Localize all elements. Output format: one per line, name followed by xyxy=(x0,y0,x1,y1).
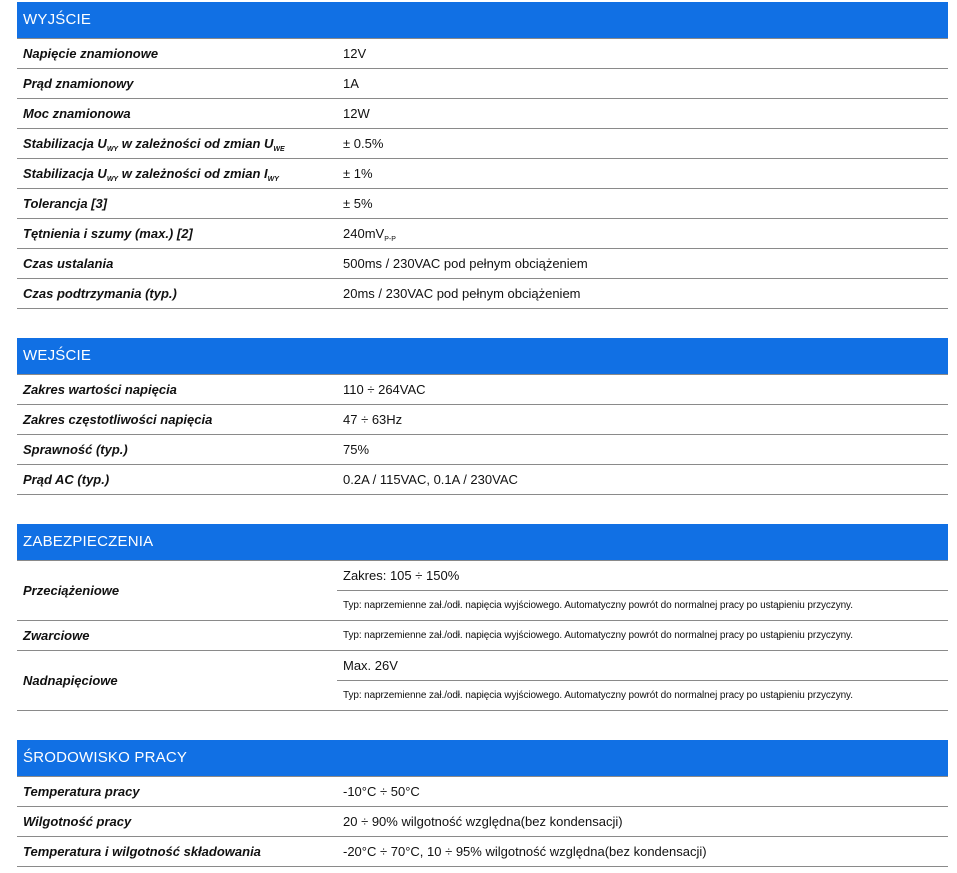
short-circuit-label: Zwarciowe xyxy=(17,621,337,651)
overvoltage-label: Nadnapięciowe xyxy=(17,651,337,711)
ac-current-label: Prąd AC (typ.) xyxy=(17,465,337,495)
table-row xyxy=(17,159,948,189)
table-row xyxy=(17,219,948,249)
storage-label: Temperatura i wilgotność składowania xyxy=(17,837,337,867)
table-row xyxy=(17,189,948,219)
section-environment xyxy=(17,740,948,867)
efficiency-label: Sprawność (typ.) xyxy=(17,435,337,465)
ripple-label: Tętnienia i szumy (max.) [2] xyxy=(17,219,337,249)
setup-time-value: 500ms / 230VAC pod pełnym obciążeniem xyxy=(337,249,948,279)
rated-power-value: 12W xyxy=(337,99,948,129)
overvoltage-type-value: Typ: naprzemienne zał./odł. napięcia wyjściowego. Automatyczny powrót do normalnej pracy po ustąpieniu przyczyny. xyxy=(337,681,948,711)
rated-voltage-label: Napięcie znamionowe xyxy=(17,39,337,69)
load-regulation-value: ± 1% xyxy=(337,159,948,189)
table-row xyxy=(17,435,948,465)
environment-table xyxy=(17,776,948,867)
table-row xyxy=(17,561,948,591)
tolerance-label: Tolerancja [3] xyxy=(17,189,337,219)
working-temp-label: Temperatura pracy xyxy=(17,777,337,807)
hold-time-value: 20ms / 230VAC pod pełnym obciążeniem xyxy=(337,279,948,309)
ac-current-value: 0.2A / 115VAC, 0.1A / 230VAC xyxy=(337,465,948,495)
voltage-range-value: 110 ÷ 264VAC xyxy=(337,375,948,405)
overload-range-value: Zakres: 105 ÷ 150% xyxy=(337,561,948,591)
table-row xyxy=(17,837,948,867)
section-output xyxy=(17,2,948,309)
table-row xyxy=(17,465,948,495)
table-row xyxy=(17,405,948,435)
hold-time-label: Czas podtrzymania (typ.) xyxy=(17,279,337,309)
line-regulation-value: ± 0.5% xyxy=(337,129,948,159)
table-row xyxy=(17,807,948,837)
working-humidity-label: Wilgotność pracy xyxy=(17,807,337,837)
efficiency-value: 75% xyxy=(337,435,948,465)
tolerance-value: ± 5% xyxy=(337,189,948,219)
ripple-value: $240mV_{P-P}$ xyxy=(337,219,948,249)
section-protection xyxy=(17,524,948,711)
protection-table xyxy=(17,560,948,711)
frequency-range-value: 47 ÷ 63Hz xyxy=(337,405,948,435)
working-humidity-value: 20 ÷ 90% wilgotność względna(bez kondensacji) xyxy=(337,807,948,837)
section-output-header: WYJŚCIE xyxy=(17,2,948,38)
line-regulation-label: Stabilizacja $U_{WY}$ w zależności od zmian $U_{WE}$ xyxy=(17,129,337,159)
table-row xyxy=(17,249,948,279)
rated-current-label: Prąd znamionowy xyxy=(17,69,337,99)
section-environment-header: ŚRODOWISKO PRACY xyxy=(17,740,948,776)
output-table xyxy=(17,38,948,309)
table-row xyxy=(17,99,948,129)
rated-power-label: Moc znamionowa xyxy=(17,99,337,129)
table-row xyxy=(17,279,948,309)
table-row xyxy=(17,651,948,681)
storage-value: -20°C ÷ 70°C, 10 ÷ 95% wilgotność względna(bez kondensacji) xyxy=(337,837,948,867)
table-row xyxy=(17,621,948,651)
overload-type-value: Typ: naprzemienne zał./odł. napięcia wyjściowego. Automatyczny powrót do normalnej pracy po ustąpieniu przyczyny. xyxy=(337,591,948,621)
table-row xyxy=(17,129,948,159)
load-regulation-label: Stabilizacja $U_{WY}$ w zależności od zmian $I_{WY}$ xyxy=(17,159,337,189)
table-row xyxy=(17,39,948,69)
table-row xyxy=(17,69,948,99)
overload-label: Przeciążeniowe xyxy=(17,561,337,621)
section-protection-header: ZABEZPIECZENIA xyxy=(17,524,948,560)
table-row xyxy=(17,375,948,405)
table-row xyxy=(17,777,948,807)
overvoltage-range-value: Max. 26V xyxy=(337,651,948,681)
section-input xyxy=(17,338,948,495)
setup-time-label: Czas ustalania xyxy=(17,249,337,279)
working-temp-value: -10°C ÷ 50°C xyxy=(337,777,948,807)
section-input-header: WEJŚCIE xyxy=(17,338,948,374)
frequency-range-label: Zakres częstotliwości napięcia xyxy=(17,405,337,435)
rated-current-value: 1A xyxy=(337,69,948,99)
short-circuit-type-value: Typ: naprzemienne zał./odł. napięcia wyjściowego. Automatyczny powrót do normalnej pracy po ustąpieniu przyczyny. xyxy=(337,621,948,651)
input-table xyxy=(17,374,948,495)
voltage-range-label: Zakres wartości napięcia xyxy=(17,375,337,405)
rated-voltage-value: 12V xyxy=(337,39,948,69)
